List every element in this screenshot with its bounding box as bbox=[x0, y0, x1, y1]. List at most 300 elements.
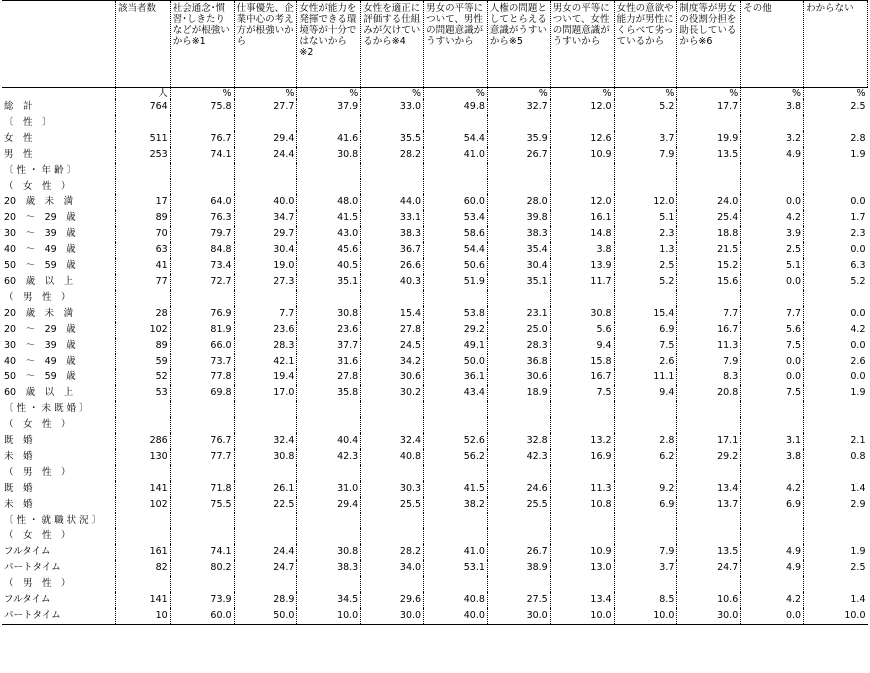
table-cell bbox=[677, 465, 741, 481]
table-cell: 3.7 bbox=[614, 131, 677, 147]
table-cell: 17 bbox=[116, 194, 171, 210]
table-cell: 764 bbox=[116, 99, 171, 115]
table-cell: 12.0 bbox=[550, 99, 614, 115]
row-label: 女 性 bbox=[4, 132, 33, 144]
table-cell: 36.8 bbox=[487, 354, 550, 370]
table-cell bbox=[487, 465, 550, 481]
table-cell: 16.7 bbox=[550, 369, 614, 385]
table-cell bbox=[297, 528, 361, 544]
table-cell: 17.7 bbox=[677, 99, 741, 115]
table-cell: 24.4 bbox=[234, 147, 297, 163]
table-cell: 56.2 bbox=[424, 449, 488, 465]
table-cell bbox=[234, 465, 297, 481]
table-cell: 0.8 bbox=[804, 449, 868, 465]
table-cell: 6.9 bbox=[614, 497, 677, 513]
table-cell: 9.2 bbox=[614, 481, 677, 497]
row-label: （ 男 性 ） bbox=[4, 578, 71, 590]
table-cell bbox=[487, 417, 550, 433]
table-row bbox=[2, 179, 868, 195]
column-header: 女性を適正に評価する仕組みが欠けているから※4 bbox=[361, 1, 424, 88]
table-cell: 1.9 bbox=[804, 544, 868, 560]
table-cell: 24.6 bbox=[487, 481, 550, 497]
table-cell bbox=[487, 513, 550, 529]
table-cell bbox=[614, 417, 677, 433]
table-cell: 16.9 bbox=[550, 449, 614, 465]
table-cell: 5.1 bbox=[741, 258, 804, 274]
table-cell: 7.7 bbox=[741, 306, 804, 322]
table-cell: 5.2 bbox=[614, 99, 677, 115]
table-cell: 4.9 bbox=[741, 544, 804, 560]
table-cell: 3.2 bbox=[741, 131, 804, 147]
table-cell bbox=[614, 163, 677, 179]
table-cell: 32.4 bbox=[234, 433, 297, 449]
row-label: 40 ～ 49 歳 bbox=[4, 244, 76, 256]
table-cell: 10.0 bbox=[804, 608, 868, 624]
table-cell: 33.0 bbox=[361, 99, 424, 115]
table-cell: 77.8 bbox=[170, 369, 234, 385]
table-cell: 6.2 bbox=[614, 449, 677, 465]
table-cell: 41.5 bbox=[297, 210, 361, 226]
table-cell bbox=[116, 576, 171, 592]
table-cell: 0.0 bbox=[741, 369, 804, 385]
table-cell: 30.8 bbox=[297, 306, 361, 322]
table-cell bbox=[361, 115, 424, 131]
table-cell bbox=[424, 163, 488, 179]
row-label: 60 歳 以 上 bbox=[4, 387, 74, 399]
table-cell: 8.3 bbox=[677, 369, 741, 385]
table-cell: 5.1 bbox=[614, 210, 677, 226]
row-label: 30 ～ 39 歳 bbox=[4, 228, 76, 240]
table-cell bbox=[487, 115, 550, 131]
table-cell: 10 bbox=[116, 608, 171, 624]
table-cell: 7.7 bbox=[234, 306, 297, 322]
row-label: （ 男 性 ） bbox=[4, 466, 71, 478]
table-cell: 41.5 bbox=[424, 481, 488, 497]
table-cell: 161 bbox=[116, 544, 171, 560]
table-cell bbox=[297, 163, 361, 179]
column-header: わからない bbox=[804, 1, 868, 88]
table-cell: 3.8 bbox=[741, 99, 804, 115]
table-cell: 30.0 bbox=[361, 608, 424, 624]
table-cell: 3.1 bbox=[741, 433, 804, 449]
table-cell bbox=[170, 401, 234, 417]
table-cell: 25.5 bbox=[361, 497, 424, 513]
table-cell: 10.9 bbox=[550, 544, 614, 560]
table-cell bbox=[116, 290, 171, 306]
table-cell bbox=[297, 115, 361, 131]
table-cell: 5.6 bbox=[550, 322, 614, 338]
table-cell bbox=[361, 417, 424, 433]
table-cell bbox=[741, 115, 804, 131]
table-cell: 50.0 bbox=[234, 608, 297, 624]
table-cell: 35.1 bbox=[297, 274, 361, 290]
table-cell: 76.3 bbox=[170, 210, 234, 226]
table-cell: 41.0 bbox=[424, 544, 488, 560]
table-cell: 7.9 bbox=[614, 544, 677, 560]
table-cell: 42.3 bbox=[297, 449, 361, 465]
table-cell: 30.4 bbox=[234, 242, 297, 258]
column-header: 女性が能力を発揮できる環境等が十分ではないから※2 bbox=[297, 1, 361, 88]
table-cell: 9.4 bbox=[550, 338, 614, 354]
table-cell: 45.6 bbox=[297, 242, 361, 258]
header-blank bbox=[2, 1, 116, 88]
column-header: 制度等が男女の役割分担を助長しているから※6 bbox=[677, 1, 741, 88]
row-label: 既 婚 bbox=[4, 435, 33, 447]
table-cell bbox=[804, 417, 868, 433]
table-cell: 1.4 bbox=[804, 481, 868, 497]
table-cell: 73.9 bbox=[170, 592, 234, 608]
table-cell: 29.4 bbox=[234, 131, 297, 147]
table-cell: 30.6 bbox=[487, 369, 550, 385]
table-cell: 30.8 bbox=[297, 147, 361, 163]
table-cell bbox=[741, 513, 804, 529]
table-cell: 28.3 bbox=[234, 338, 297, 354]
row-label: 男 性 bbox=[4, 148, 33, 160]
table-cell: 15.8 bbox=[550, 354, 614, 370]
table-cell: 13.0 bbox=[550, 560, 614, 576]
row-label: フルタイム bbox=[4, 594, 51, 606]
row-label: 〔 性 ・ 年 齢 〕 bbox=[4, 164, 77, 176]
table-cell: 36.1 bbox=[424, 369, 488, 385]
table-cell bbox=[741, 576, 804, 592]
row-label: 60 歳 以 上 bbox=[4, 275, 74, 287]
table-cell: 0.0 bbox=[804, 194, 868, 210]
table-cell: 0.0 bbox=[741, 274, 804, 290]
table-cell: 53.1 bbox=[424, 560, 488, 576]
table-cell bbox=[550, 465, 614, 481]
table-cell: 7.5 bbox=[741, 338, 804, 354]
table-cell: 6.9 bbox=[614, 322, 677, 338]
table-row bbox=[2, 147, 868, 163]
table-cell: 5.2 bbox=[614, 274, 677, 290]
table-cell: 53.8 bbox=[424, 306, 488, 322]
table-cell: 16.7 bbox=[677, 322, 741, 338]
table-cell bbox=[116, 465, 171, 481]
table-cell: 73.7 bbox=[170, 354, 234, 370]
unit-cell: % bbox=[614, 88, 677, 100]
table-cell: 10.9 bbox=[550, 147, 614, 163]
table-cell: 89 bbox=[116, 210, 171, 226]
table-cell: 70 bbox=[116, 226, 171, 242]
table-cell: 36.7 bbox=[361, 242, 424, 258]
table-cell bbox=[234, 417, 297, 433]
table-row bbox=[2, 513, 868, 529]
table-cell bbox=[550, 163, 614, 179]
row-label: パートタイム bbox=[4, 562, 61, 574]
table-cell: 32.4 bbox=[361, 433, 424, 449]
table-cell: 9.4 bbox=[614, 385, 677, 401]
table-cell: 0.0 bbox=[741, 354, 804, 370]
table-cell: 60.0 bbox=[170, 608, 234, 624]
table-row bbox=[2, 354, 868, 370]
table-cell: 38.9 bbox=[487, 560, 550, 576]
table-cell: 4.9 bbox=[741, 560, 804, 576]
table-cell: 7.5 bbox=[614, 338, 677, 354]
table-cell bbox=[116, 528, 171, 544]
table-cell: 27.3 bbox=[234, 274, 297, 290]
table-cell bbox=[234, 179, 297, 195]
table-cell bbox=[804, 179, 868, 195]
table-cell: 31.6 bbox=[297, 354, 361, 370]
table-cell: 10.0 bbox=[550, 608, 614, 624]
table-cell: 102 bbox=[116, 322, 171, 338]
table-cell bbox=[614, 401, 677, 417]
table-cell bbox=[487, 179, 550, 195]
table-cell: 64.0 bbox=[170, 194, 234, 210]
table-cell: 24.0 bbox=[677, 194, 741, 210]
table-cell bbox=[487, 290, 550, 306]
table-cell: 31.0 bbox=[297, 481, 361, 497]
table-row bbox=[2, 369, 868, 385]
unit-cell: % bbox=[170, 88, 234, 100]
table-cell: 12.0 bbox=[550, 194, 614, 210]
table-cell: 79.7 bbox=[170, 226, 234, 242]
table-cell bbox=[297, 417, 361, 433]
table-cell bbox=[550, 513, 614, 529]
table-cell: 27.7 bbox=[234, 99, 297, 115]
table-cell: 253 bbox=[116, 147, 171, 163]
table-cell: 28 bbox=[116, 306, 171, 322]
row-label: フルタイム bbox=[4, 546, 51, 558]
table-cell: 19.9 bbox=[677, 131, 741, 147]
table-cell bbox=[170, 179, 234, 195]
table-cell: 23.6 bbox=[297, 322, 361, 338]
table-row bbox=[2, 401, 868, 417]
table-cell bbox=[487, 576, 550, 592]
table-cell: 29.6 bbox=[361, 592, 424, 608]
table-cell bbox=[614, 290, 677, 306]
table-cell: 21.5 bbox=[677, 242, 741, 258]
table-cell: 66.0 bbox=[170, 338, 234, 354]
table-cell: 16.1 bbox=[550, 210, 614, 226]
table-cell: 286 bbox=[116, 433, 171, 449]
table-cell bbox=[424, 513, 488, 529]
table-cell: 33.1 bbox=[361, 210, 424, 226]
unit-cell: % bbox=[741, 88, 804, 100]
table-cell: 53 bbox=[116, 385, 171, 401]
table-cell: 11.1 bbox=[614, 369, 677, 385]
table-cell: 72.7 bbox=[170, 274, 234, 290]
table-cell: 28.3 bbox=[487, 338, 550, 354]
table-cell: 4.9 bbox=[741, 147, 804, 163]
table-cell bbox=[804, 576, 868, 592]
table-row bbox=[2, 99, 868, 115]
table-cell: 18.9 bbox=[487, 385, 550, 401]
row-label: 既 婚 bbox=[4, 482, 33, 494]
table-cell: 74.1 bbox=[170, 147, 234, 163]
table-cell: 51.9 bbox=[424, 274, 488, 290]
table-cell bbox=[677, 513, 741, 529]
unit-cell: % bbox=[234, 88, 297, 100]
table-cell: 1.4 bbox=[804, 592, 868, 608]
table-cell: 30.0 bbox=[677, 608, 741, 624]
table-cell: 74.1 bbox=[170, 544, 234, 560]
table-cell: 2.6 bbox=[804, 354, 868, 370]
row-label: 総 計 bbox=[4, 101, 33, 112]
table-cell: 1.9 bbox=[804, 385, 868, 401]
table-row bbox=[2, 194, 868, 210]
table-cell: 102 bbox=[116, 497, 171, 513]
row-label: （ 女 性 ） bbox=[4, 180, 71, 192]
table-cell: 2.3 bbox=[804, 226, 868, 242]
table-cell: 35.9 bbox=[487, 131, 550, 147]
table-cell: 49.1 bbox=[424, 338, 488, 354]
table-cell: 30.6 bbox=[361, 369, 424, 385]
table-cell: 32.7 bbox=[487, 99, 550, 115]
table-row bbox=[2, 306, 868, 322]
table-row bbox=[2, 417, 868, 433]
table-row bbox=[2, 576, 868, 592]
table-cell: 24.7 bbox=[234, 560, 297, 576]
unit-cell: % bbox=[550, 88, 614, 100]
table-cell: 10.8 bbox=[550, 497, 614, 513]
table-cell: 2.9 bbox=[804, 497, 868, 513]
table-cell: 15.6 bbox=[677, 274, 741, 290]
table-cell: 81.9 bbox=[170, 322, 234, 338]
table-cell bbox=[741, 290, 804, 306]
table-cell: 38.3 bbox=[297, 560, 361, 576]
table-cell: 73.4 bbox=[170, 258, 234, 274]
table-cell bbox=[550, 179, 614, 195]
table-cell bbox=[677, 163, 741, 179]
table-cell: 29.2 bbox=[424, 322, 488, 338]
table-cell: 30.4 bbox=[487, 258, 550, 274]
table-cell: 2.8 bbox=[804, 131, 868, 147]
table-cell bbox=[741, 163, 804, 179]
column-header: 社会通念･慣習･しきたりなどが根強いから※1 bbox=[170, 1, 234, 88]
table-row bbox=[2, 115, 868, 131]
table-cell: 52.6 bbox=[424, 433, 488, 449]
table-cell bbox=[550, 115, 614, 131]
table-cell bbox=[116, 163, 171, 179]
table-cell: 8.5 bbox=[614, 592, 677, 608]
table-cell: 71.8 bbox=[170, 481, 234, 497]
table-cell: 39.8 bbox=[487, 210, 550, 226]
unit-cell: % bbox=[424, 88, 488, 100]
units-blank bbox=[2, 88, 116, 100]
table-cell bbox=[677, 417, 741, 433]
table-cell: 30.8 bbox=[550, 306, 614, 322]
row-label: 〔 性 ・ 未 既 婚 〕 bbox=[4, 403, 89, 415]
table-cell: 3.8 bbox=[550, 242, 614, 258]
table-cell: 76.7 bbox=[170, 131, 234, 147]
table-cell bbox=[234, 163, 297, 179]
table-cell: 35.5 bbox=[361, 131, 424, 147]
table-cell: 13.5 bbox=[677, 544, 741, 560]
table-cell bbox=[614, 576, 677, 592]
table-cell bbox=[424, 576, 488, 592]
table-cell: 3.7 bbox=[614, 560, 677, 576]
table-row bbox=[2, 481, 868, 497]
table-cell: 2.8 bbox=[614, 433, 677, 449]
survey-table bbox=[2, 0, 868, 625]
table-cell: 2.5 bbox=[741, 242, 804, 258]
table-cell: 24.7 bbox=[677, 560, 741, 576]
column-header: 男女の平等について、女性の問題意識がうすいから bbox=[550, 1, 614, 88]
table-cell: 15.2 bbox=[677, 258, 741, 274]
table-row bbox=[2, 497, 868, 513]
table-cell: 40.0 bbox=[424, 608, 488, 624]
table-cell: 77 bbox=[116, 274, 171, 290]
table-row bbox=[2, 242, 868, 258]
table-cell: 28.2 bbox=[361, 147, 424, 163]
table-cell: 141 bbox=[116, 592, 171, 608]
table-cell: 60.0 bbox=[424, 194, 488, 210]
table-cell bbox=[234, 576, 297, 592]
table-cell: 34.5 bbox=[297, 592, 361, 608]
row-label: 〔 性 ・ 就 職 状 況 〕 bbox=[4, 514, 102, 526]
row-label: 50 ～ 59 歳 bbox=[4, 371, 76, 383]
table-cell bbox=[424, 528, 488, 544]
table-cell: 5.2 bbox=[804, 274, 868, 290]
column-header: 仕事優先、企業中心の考え方が根強いから bbox=[234, 1, 297, 88]
table-cell: 42.1 bbox=[234, 354, 297, 370]
table-cell: 29.2 bbox=[677, 449, 741, 465]
table-cell bbox=[550, 576, 614, 592]
row-label: 〔 性 〕 bbox=[4, 116, 52, 128]
table-cell bbox=[361, 576, 424, 592]
table-cell bbox=[116, 401, 171, 417]
column-header: 該当者数 bbox=[116, 1, 171, 88]
table-cell bbox=[550, 290, 614, 306]
table-cell: 30.8 bbox=[234, 449, 297, 465]
table-cell bbox=[741, 465, 804, 481]
table-cell: 52 bbox=[116, 369, 171, 385]
table-cell bbox=[424, 290, 488, 306]
table-cell: 37.9 bbox=[297, 99, 361, 115]
table-row bbox=[2, 131, 868, 147]
table-cell bbox=[804, 465, 868, 481]
table-cell: 13.5 bbox=[677, 147, 741, 163]
table-cell bbox=[170, 163, 234, 179]
table-row bbox=[2, 210, 868, 226]
table-cell: 40.4 bbox=[297, 433, 361, 449]
table-cell bbox=[170, 576, 234, 592]
table-row bbox=[2, 163, 868, 179]
table-cell bbox=[550, 417, 614, 433]
table-cell: 1.3 bbox=[614, 242, 677, 258]
table-cell: 25.5 bbox=[487, 497, 550, 513]
table-row bbox=[2, 274, 868, 290]
table-cell: 22.5 bbox=[234, 497, 297, 513]
table-cell: 26.7 bbox=[487, 147, 550, 163]
table-row bbox=[2, 544, 868, 560]
table-cell: 4.2 bbox=[741, 592, 804, 608]
row-label: 50 ～ 59 歳 bbox=[4, 260, 76, 272]
table-cell: 37.7 bbox=[297, 338, 361, 354]
table-cell bbox=[677, 115, 741, 131]
row-label: パートタイム bbox=[4, 610, 61, 621]
table-cell: 41.0 bbox=[424, 147, 488, 163]
table-cell: 511 bbox=[116, 131, 171, 147]
table-cell: 11.3 bbox=[677, 338, 741, 354]
table-cell bbox=[614, 465, 677, 481]
table-cell: 7.7 bbox=[677, 306, 741, 322]
unit-cell: % bbox=[487, 88, 550, 100]
table-cell: 24.4 bbox=[234, 544, 297, 560]
table-cell bbox=[424, 417, 488, 433]
table-cell: 48.0 bbox=[297, 194, 361, 210]
table-cell: 77.7 bbox=[170, 449, 234, 465]
table-cell: 11.7 bbox=[550, 274, 614, 290]
table-cell: 29.7 bbox=[234, 226, 297, 242]
table-row bbox=[2, 608, 868, 624]
table-cell: 43.0 bbox=[297, 226, 361, 242]
table-cell bbox=[804, 513, 868, 529]
table-cell: 0.0 bbox=[804, 306, 868, 322]
table-cell: 13.7 bbox=[677, 497, 741, 513]
table-cell: 17.1 bbox=[677, 433, 741, 449]
